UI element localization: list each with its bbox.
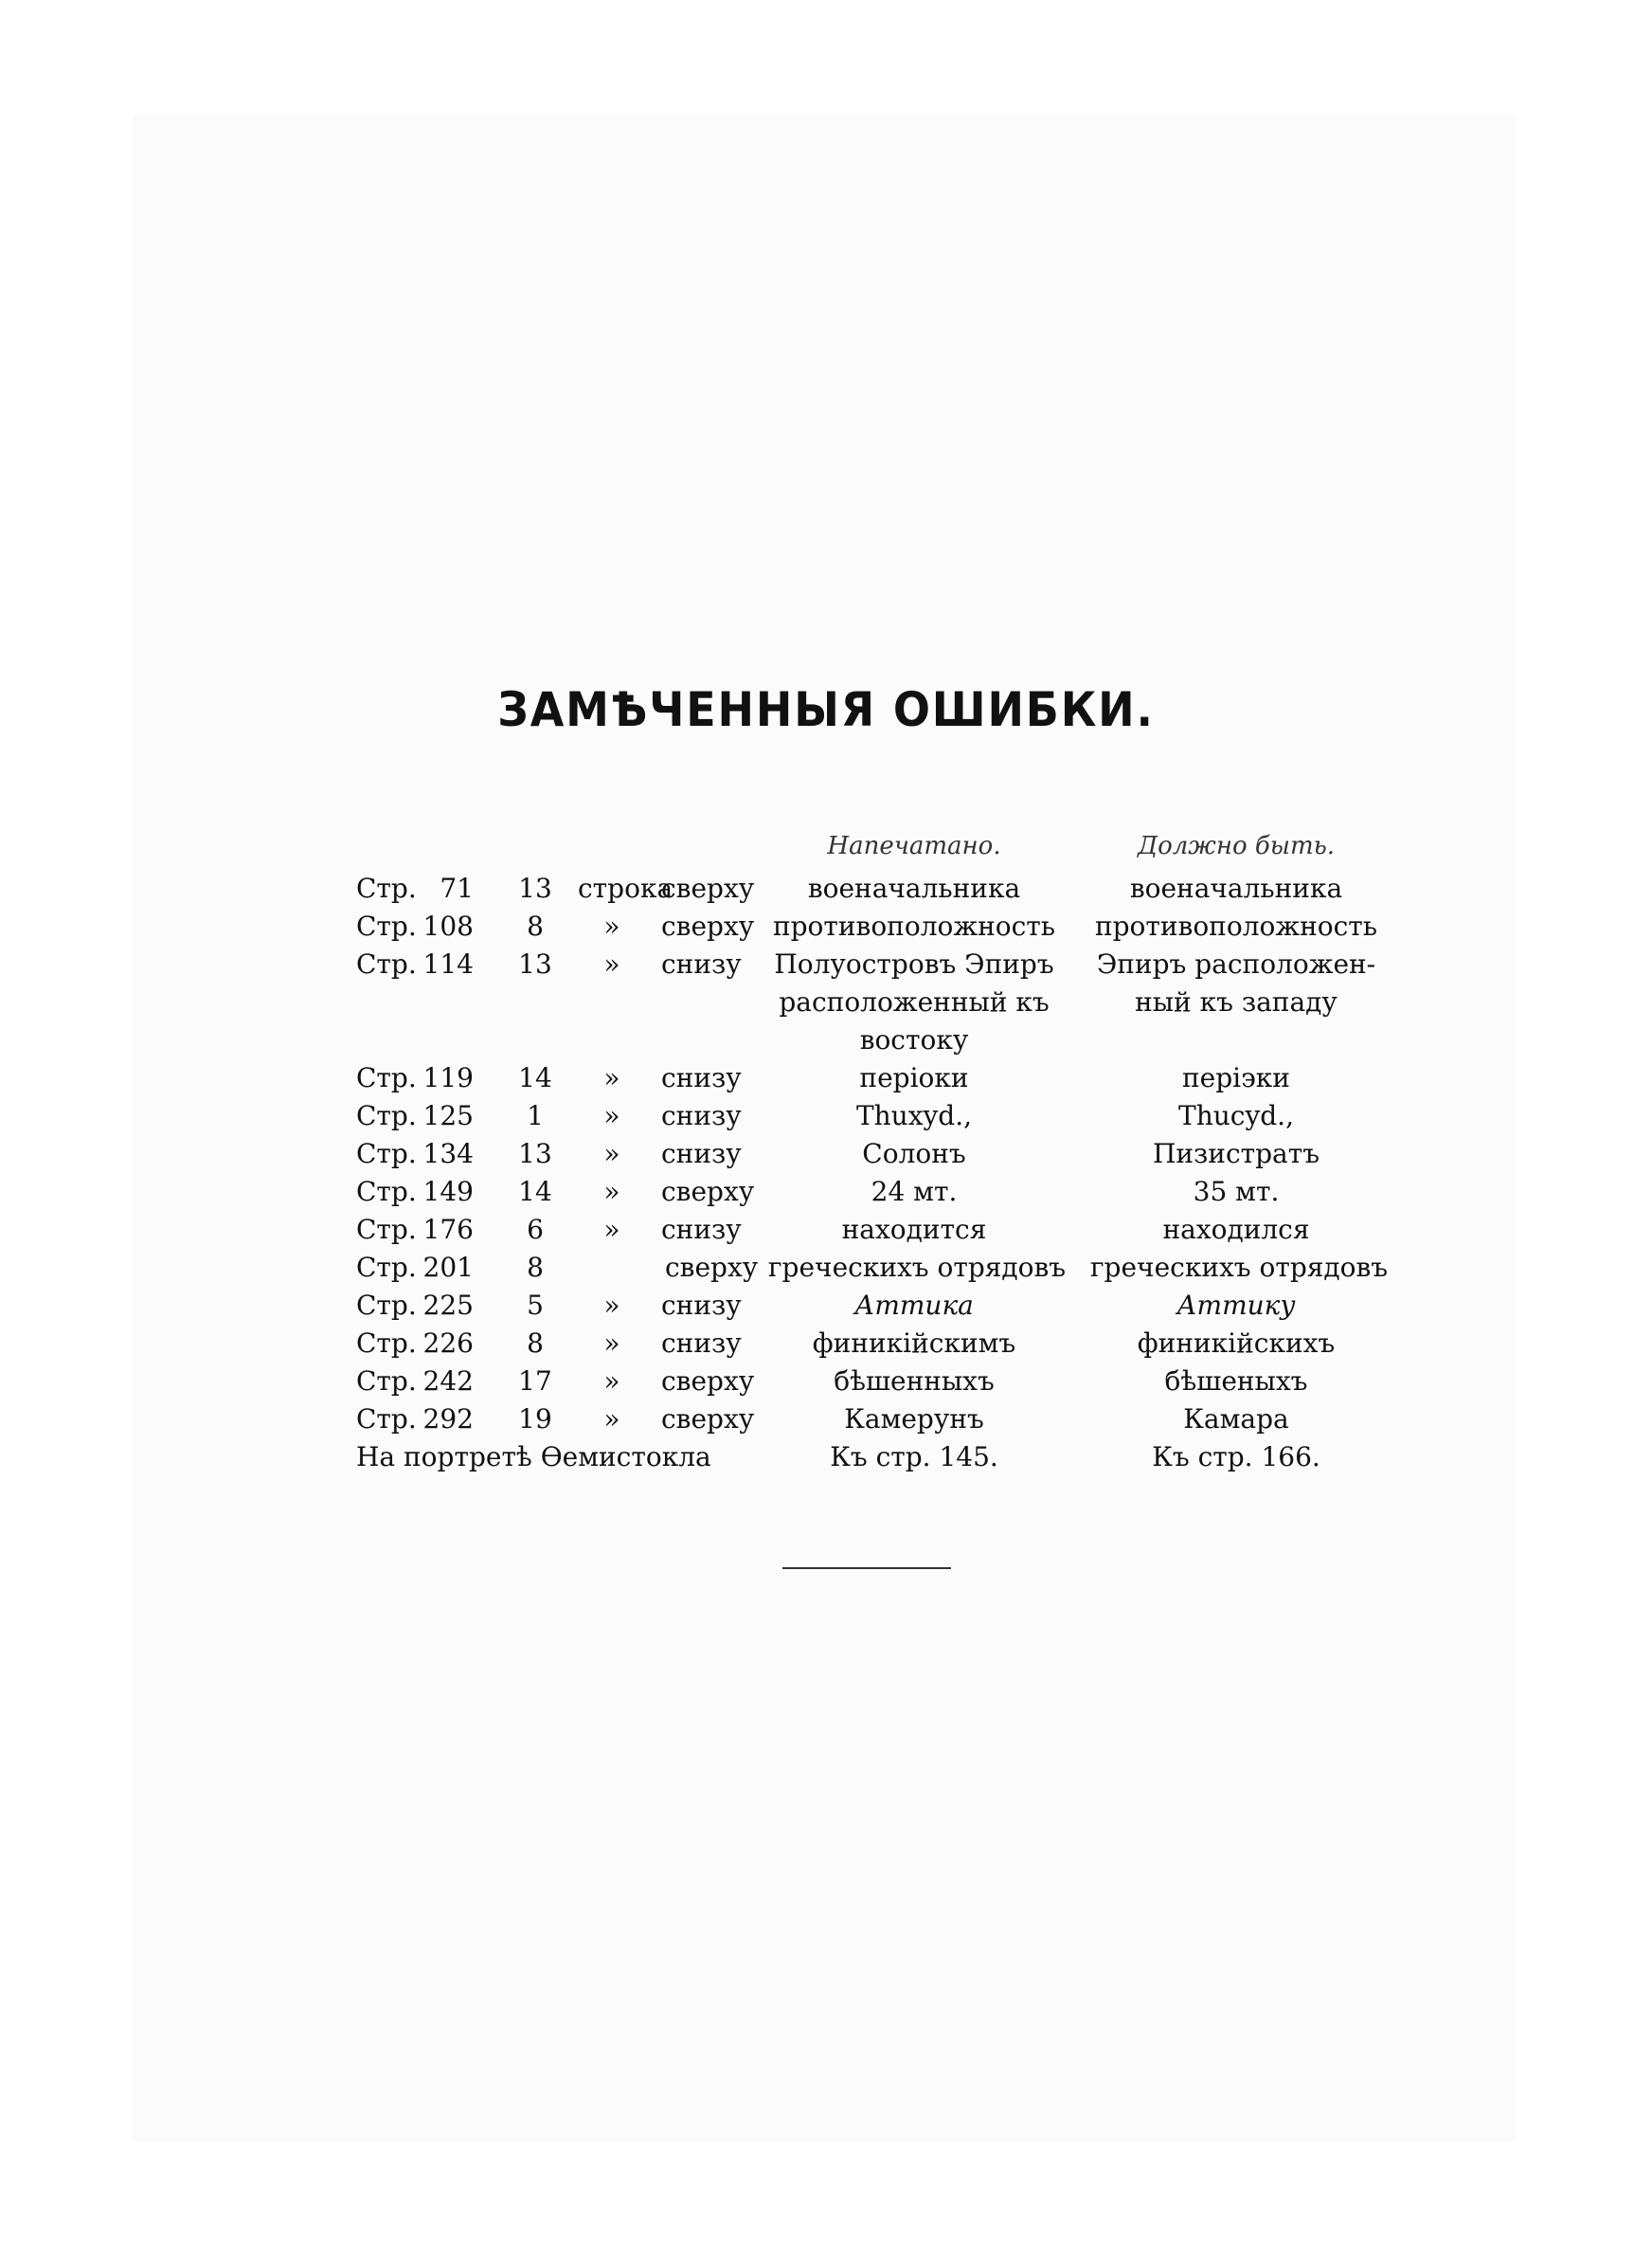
page-prefix: Стр.	[356, 873, 417, 904]
printed-text: бѣшенныхъ	[834, 1365, 995, 1397]
ditto-mark: »	[603, 948, 620, 980]
errata-row	[0, 1363, 1652, 1400]
printed-text: Камерунъ	[844, 1403, 984, 1435]
page-prefix: Стр.	[356, 1176, 417, 1207]
printed-text: финикійскимъ	[812, 1327, 1016, 1359]
correct-text: находился	[1162, 1214, 1310, 1245]
ditto-mark: »	[603, 1138, 620, 1169]
direction: снизу	[661, 1138, 742, 1169]
correct-text: противоположность	[1094, 911, 1378, 942]
page-prefix: Стр.	[356, 1290, 417, 1321]
line-number: 14	[518, 1062, 552, 1093]
printed-text: Аттика	[854, 1290, 974, 1321]
printed-line: востоку	[859, 1024, 969, 1056]
line-number: 14	[518, 1176, 552, 1207]
printed-line: Полуостровъ Эпиръ	[774, 948, 1054, 980]
correct-text	[1089, 946, 1383, 1021]
direction: снизу	[661, 1214, 742, 1245]
page-prefix: Стр.	[356, 1403, 417, 1435]
errata-row	[0, 1211, 1652, 1249]
errata-row	[0, 1249, 1652, 1287]
line-number: 8	[527, 911, 544, 942]
page-prefix: Стр.	[356, 1100, 417, 1131]
correct-text: бѣшеныхъ	[1164, 1365, 1308, 1397]
printed-text: 24 мт.	[871, 1176, 958, 1207]
page-title: ЗАМѢЧЕННЫЯ ОШИБКИ.	[497, 682, 1155, 737]
printed-text	[772, 946, 1056, 1059]
direction: сверху	[665, 1252, 759, 1283]
correct-line: ный къ западу	[1135, 986, 1338, 1018]
portrait-note: На портретѣ Ѳемистокла	[356, 1441, 711, 1472]
direction: сверху	[661, 1365, 755, 1397]
errata-row	[0, 1173, 1652, 1211]
header-should-be: Должно быть.	[1137, 832, 1336, 860]
page-prefix: Стр.	[356, 1327, 417, 1359]
correct-text: финикійскихъ	[1137, 1327, 1336, 1359]
correct-text: военачальника	[1129, 873, 1343, 904]
ditto-mark: »	[603, 1100, 620, 1131]
direction: сверху	[661, 873, 755, 904]
page-number: 225	[422, 1290, 474, 1321]
correct-text: греческихъ отрядовъ	[1089, 1252, 1389, 1283]
page-number: 292	[422, 1403, 474, 1435]
direction: сверху	[661, 911, 755, 942]
direction: снизу	[661, 1100, 742, 1131]
line-number: 5	[527, 1290, 544, 1321]
errata-row	[0, 870, 1652, 908]
printed-text: періоки	[859, 1062, 969, 1093]
ditto-mark: »	[603, 1403, 620, 1435]
page-number: 114	[422, 948, 474, 980]
errata-row	[0, 1135, 1652, 1173]
ditto-mark: »	[603, 1176, 620, 1207]
page-prefix: Стр.	[356, 1365, 417, 1397]
ditto-mark: »	[603, 1062, 620, 1093]
correct-text: Камара	[1183, 1403, 1289, 1435]
printed-line: расположенный къ	[779, 986, 1050, 1018]
line-word: строка	[578, 873, 673, 904]
page-prefix: Стр.	[356, 911, 417, 942]
page-prefix: Стр.	[356, 1252, 417, 1283]
page-number: 108	[422, 911, 474, 942]
printed-text: военачальника	[807, 873, 1021, 904]
line-number: 13	[518, 948, 552, 980]
line-number: 13	[518, 1138, 552, 1169]
printed-text: греческихъ отрядовъ	[767, 1252, 1067, 1283]
errata-footnote-row	[0, 1438, 1652, 1476]
page-number: 125	[422, 1100, 474, 1131]
errata-row	[0, 1325, 1652, 1363]
closing-rule	[782, 1567, 951, 1569]
page-number: 149	[422, 1176, 474, 1207]
correct-text: Къ стр. 166.	[1152, 1441, 1320, 1472]
header-printed: Напечатано.	[827, 832, 1001, 860]
ditto-mark: »	[603, 1214, 620, 1245]
printed-text: противоположность	[772, 911, 1056, 942]
correct-line: Эпиръ расположен-	[1096, 948, 1376, 980]
ditto-mark: »	[603, 911, 620, 942]
direction: сверху	[661, 1176, 755, 1207]
printed-text: Thuxyd.,	[855, 1100, 973, 1131]
direction: снизу	[661, 1062, 742, 1093]
errata-row	[0, 1287, 1652, 1325]
errata-row	[0, 908, 1652, 946]
printed-text: Къ стр. 145.	[830, 1441, 998, 1472]
page-number: 242	[422, 1365, 474, 1397]
ditto-mark: »	[603, 1365, 620, 1397]
page-number: 176	[422, 1214, 474, 1245]
page-number: 119	[422, 1062, 474, 1093]
page-number: 71	[440, 873, 474, 904]
ditto-mark: »	[603, 1290, 620, 1321]
page-prefix: Стр.	[356, 1138, 417, 1169]
errata-row	[0, 1400, 1652, 1438]
page-number: 201	[422, 1252, 474, 1283]
printed-text: Солонъ	[862, 1138, 966, 1169]
correct-text: 35 мт.	[1193, 1176, 1280, 1207]
errata-row	[0, 1097, 1652, 1135]
line-number: 13	[518, 873, 552, 904]
page-prefix: Стр.	[356, 1062, 417, 1093]
line-number: 1	[527, 1100, 544, 1131]
errata-row	[0, 1059, 1652, 1097]
page-number: 226	[422, 1327, 474, 1359]
page-number: 134	[422, 1138, 474, 1169]
line-number: 8	[527, 1252, 544, 1283]
correct-text: Аттику	[1176, 1290, 1296, 1321]
direction: сверху	[661, 1403, 755, 1435]
errata-row	[0, 946, 1652, 1059]
page-prefix: Стр.	[356, 1214, 417, 1245]
correct-text: Пизистратъ	[1152, 1138, 1320, 1169]
direction: снизу	[661, 1327, 742, 1359]
correct-text: періэки	[1182, 1062, 1290, 1093]
ditto-mark: »	[603, 1327, 620, 1359]
line-number: 19	[518, 1403, 552, 1435]
direction: снизу	[661, 1290, 742, 1321]
line-number: 17	[518, 1365, 552, 1397]
correct-text: Thucyd.,	[1178, 1100, 1294, 1131]
printed-text: находится	[841, 1214, 987, 1245]
line-number: 8	[527, 1327, 544, 1359]
direction: снизу	[661, 948, 742, 980]
page-prefix: Стр.	[356, 948, 417, 980]
line-number: 6	[527, 1214, 544, 1245]
